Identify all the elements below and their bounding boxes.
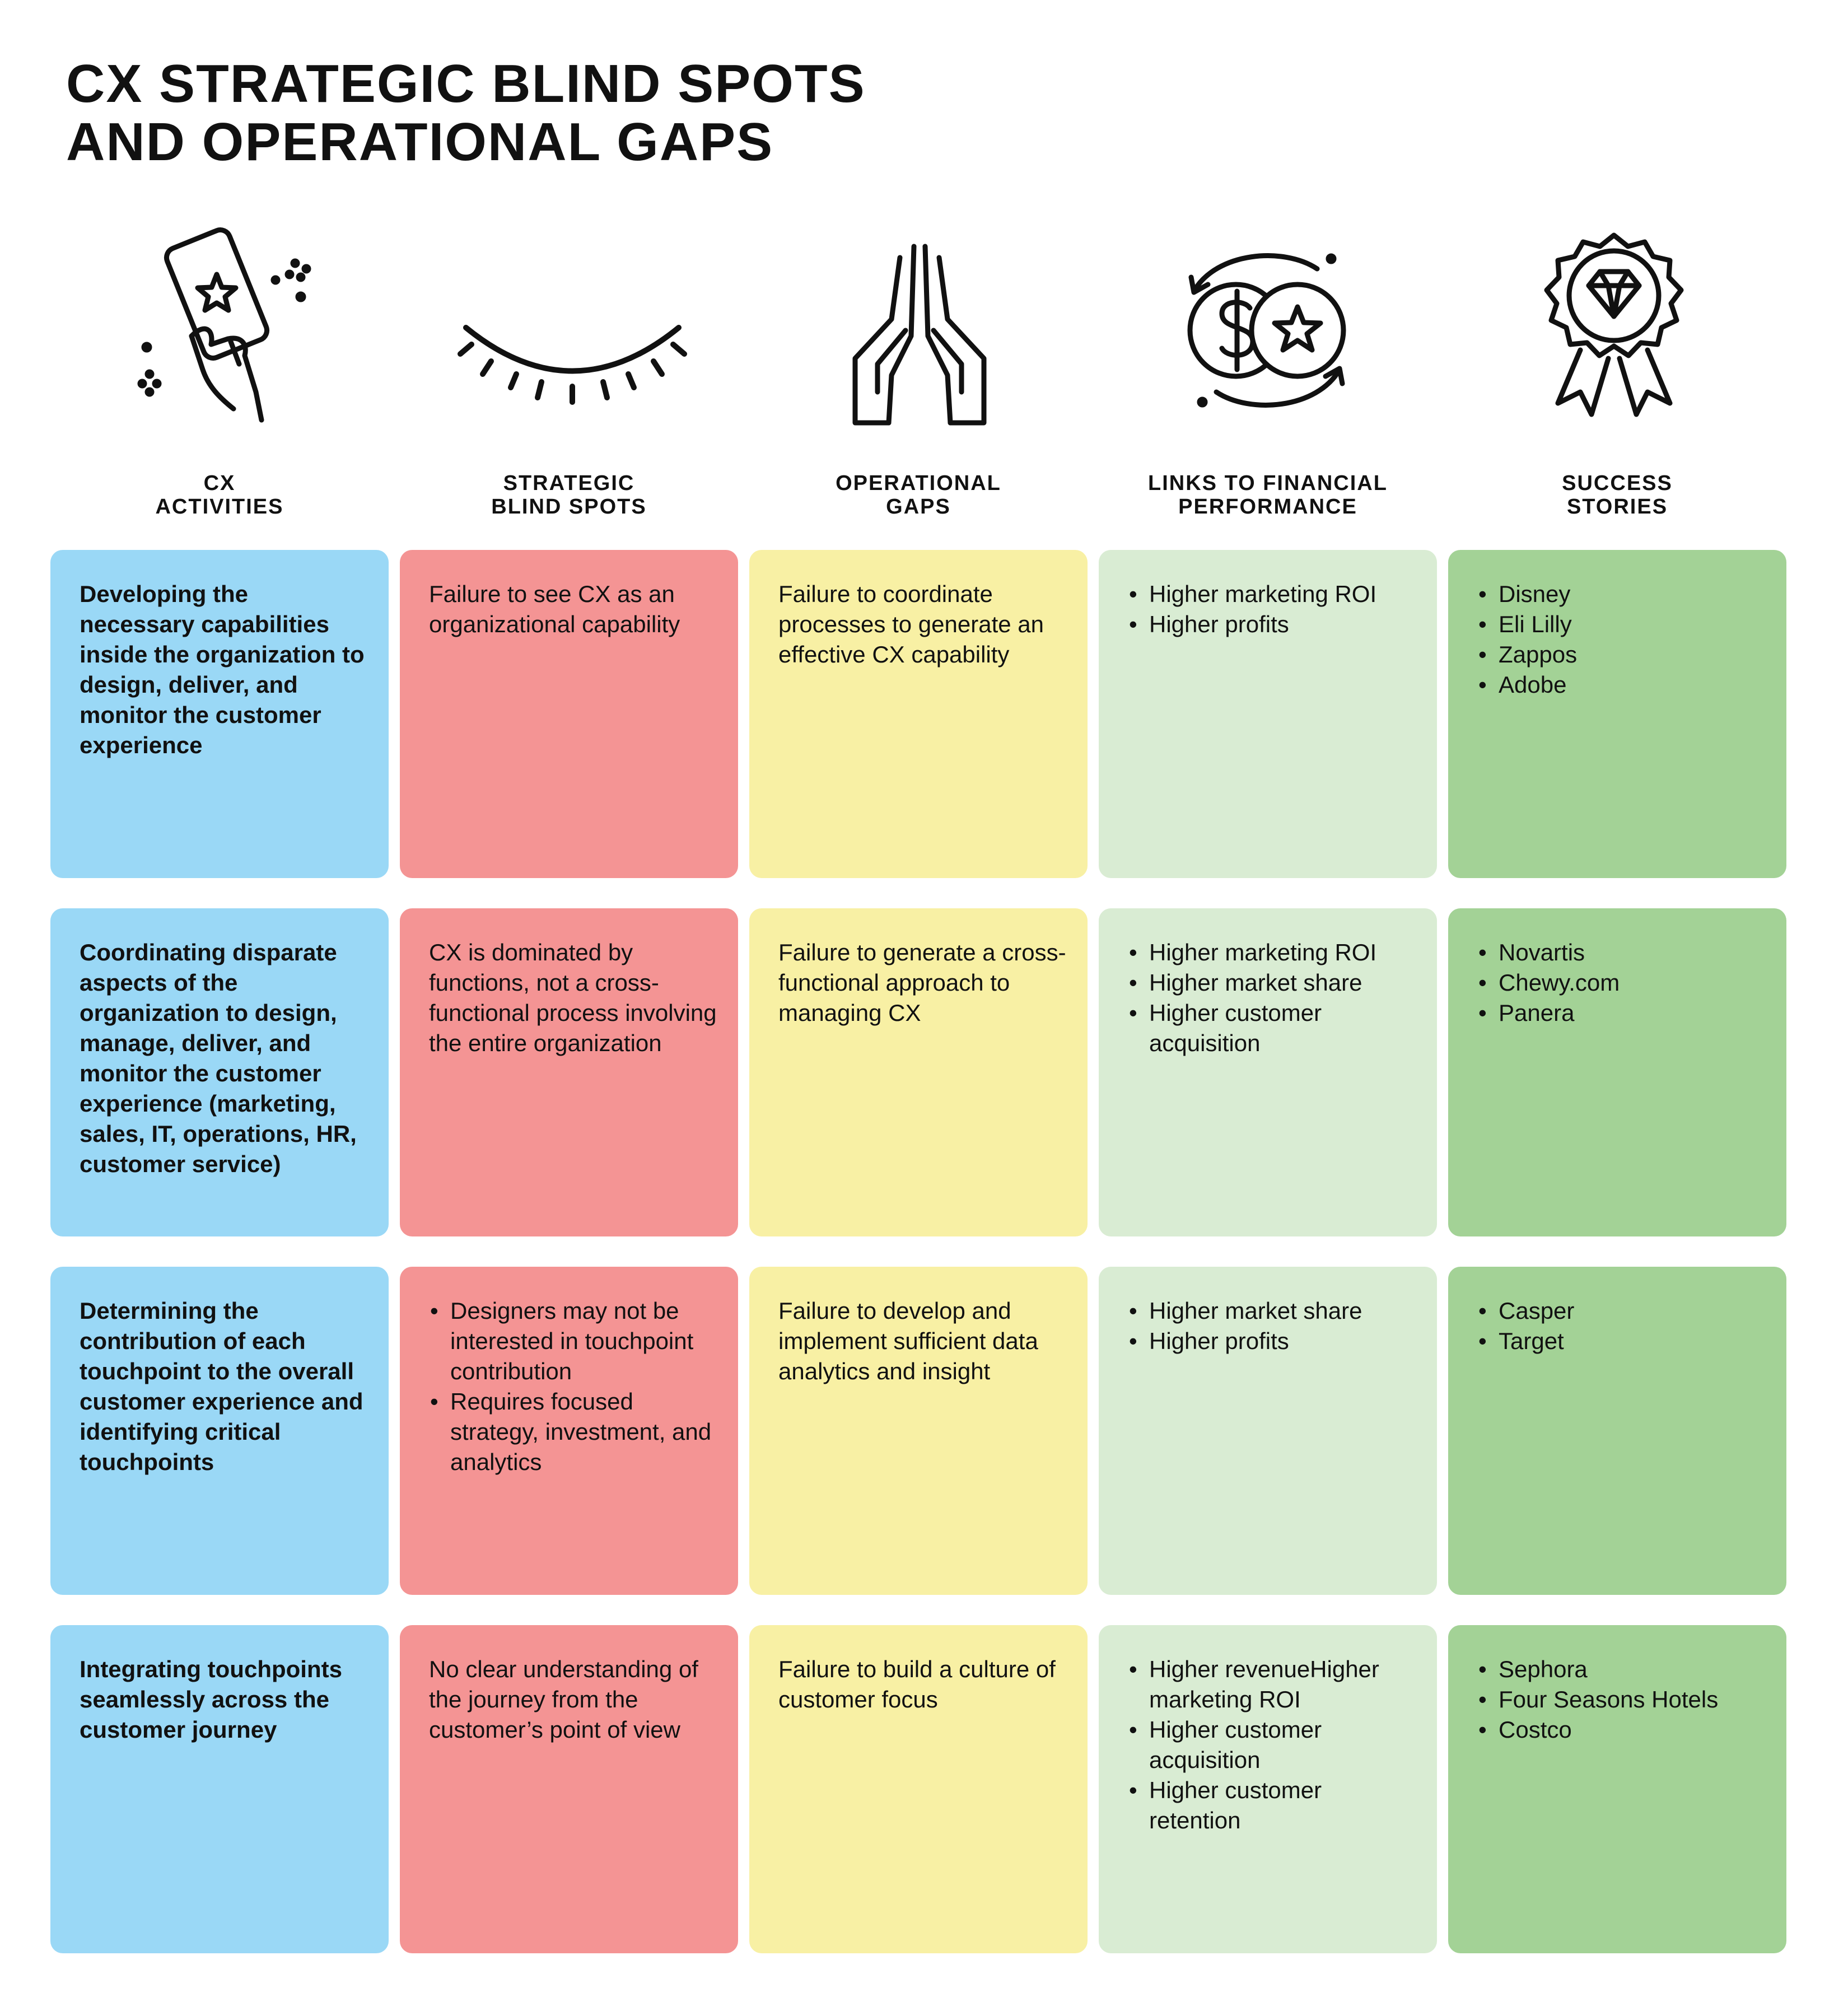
financial-link-card [1099, 1625, 1437, 1953]
operational-gap-card [749, 1625, 1088, 1953]
bullet-list [1477, 579, 1766, 700]
page-title [66, 55, 866, 171]
financial-link-card [1099, 908, 1437, 1236]
success-story-item: • Four Seasons Hotels [1499, 1684, 1766, 1715]
col-header-line: BLIND SPOTS [491, 495, 647, 519]
financial-item: • Higher marketing ROI [1149, 937, 1417, 968]
col-header-strategic-blind-spots [400, 472, 738, 519]
dollar-star-exchange-icon [1149, 224, 1384, 442]
col-header-cx-activities [50, 472, 389, 519]
col-header-line: PERFORMANCE [1178, 495, 1357, 519]
bullet-list [1128, 579, 1417, 640]
activity-text: Determining the contribution of each touchpoint to the overall customer experience and identifying critical touchpoints [80, 1298, 363, 1475]
success-story-card [1448, 550, 1786, 878]
activity-text: Integrating touchpoints seamlessly across the customer journey [80, 1656, 342, 1743]
success-story-item: • Costco [1499, 1715, 1766, 1745]
success-story-item: • Target [1499, 1326, 1766, 1356]
success-story-item: • Chewy.com [1499, 968, 1766, 998]
financial-item: • Higher marketing ROI [1149, 579, 1417, 609]
col-header-line: STORIES [1566, 495, 1668, 519]
title-line-2: AND OPERATIONAL GAPS [66, 112, 774, 172]
col-header-line: STRATEGIC [503, 472, 635, 495]
financial-item: • Higher market share [1149, 968, 1417, 998]
cx-activity-card [50, 1625, 389, 1953]
col-header-line: LINKS TO FINANCIAL [1148, 472, 1388, 495]
financial-link-card [1099, 1267, 1437, 1595]
financial-item: • Higher profits [1149, 609, 1417, 640]
col-header-operational-gaps [749, 472, 1088, 519]
activity-text: Coordinating disparate aspects of the organization to design, manage, deliver, and monitor the customer experience (marketing, sales, IT, operations, HR, customer service) [80, 939, 357, 1177]
gap-text: Failure to generate a cross-functional approach to managing CX [778, 939, 1066, 1026]
bullet-list [1128, 1296, 1417, 1356]
financial-item: • Higher profits [1149, 1326, 1417, 1356]
blind-spot-text: Failure to see CX as an organizational capability [429, 581, 680, 637]
blind-spot-card [400, 1625, 738, 1953]
bullet-list [1128, 1654, 1417, 1836]
bullet-list [429, 1296, 718, 1477]
financial-item: • Higher market share [1149, 1296, 1417, 1326]
success-story-item: • Novartis [1499, 937, 1766, 968]
blind-spot-card [400, 1267, 738, 1595]
financial-item: • Higher customer acquisition [1149, 1715, 1417, 1775]
success-story-item: • Sephora [1499, 1654, 1766, 1684]
success-story-card [1448, 908, 1786, 1236]
success-story-card [1448, 1267, 1786, 1595]
financial-item: • Higher revenueHigher marketing ROI [1149, 1654, 1417, 1715]
blind-spot-card [400, 550, 738, 878]
success-story-item: • Panera [1499, 998, 1766, 1028]
col-header-line: CX [203, 472, 236, 495]
success-story-item: • Eli Lilly [1499, 609, 1766, 640]
phone-star-icon [108, 224, 343, 442]
cx-activity-card [50, 550, 389, 878]
col-header-line: OPERATIONAL [836, 472, 1001, 495]
diamond-award-icon [1496, 224, 1732, 442]
cx-activity-card [50, 1267, 389, 1595]
closed-eye-icon [455, 224, 690, 442]
operational-gap-card [749, 908, 1088, 1236]
blind-spot-item: • Requires focused strategy, investment, and analytics [450, 1387, 718, 1477]
blind-spot-text: CX is dominated by functions, not a cross-functional process involving the entire organization [429, 939, 717, 1056]
activity-text: Developing the necessary capabilities inside the organization to design, deliver, and monitor the customer experience [80, 581, 365, 758]
col-header-line: ACTIVITIES [155, 495, 284, 519]
bullet-list [1477, 937, 1766, 1028]
success-story-item: • Casper [1499, 1296, 1766, 1326]
bullet-list [1128, 937, 1417, 1058]
financial-item: • Higher customer retention [1149, 1775, 1417, 1836]
hands-icon [802, 224, 1037, 442]
cx-activity-card [50, 908, 389, 1236]
gap-text: Failure to build a culture of customer focus [778, 1656, 1056, 1712]
financial-link-card [1099, 550, 1437, 878]
blind-spot-card [400, 908, 738, 1236]
financial-item: • Higher customer acquisition [1149, 998, 1417, 1058]
bullet-list [1477, 1654, 1766, 1745]
col-header-line: GAPS [886, 495, 951, 519]
success-story-item: • Zappos [1499, 640, 1766, 670]
success-story-item: • Adobe [1499, 670, 1766, 700]
success-story-item: • Disney [1499, 579, 1766, 609]
operational-gap-card [749, 550, 1088, 878]
col-header-line: SUCCESS [1562, 472, 1673, 495]
blind-spot-item: • Designers may not be interested in touchpoint contribution [450, 1296, 718, 1387]
operational-gap-card [749, 1267, 1088, 1595]
col-header-success-stories [1448, 472, 1786, 519]
title-line-1: CX STRATEGIC BLIND SPOTS [66, 54, 866, 114]
gap-text: Failure to coordinate processes to generate an effective CX capability [778, 581, 1044, 668]
col-header-financial-performance [1099, 472, 1437, 519]
blind-spot-text: No clear understanding of the journey from the customer’s point of view [429, 1656, 698, 1743]
gap-text: Failure to develop and implement sufficient data analytics and insight [778, 1298, 1038, 1384]
success-story-card [1448, 1625, 1786, 1953]
bullet-list [1477, 1296, 1766, 1356]
